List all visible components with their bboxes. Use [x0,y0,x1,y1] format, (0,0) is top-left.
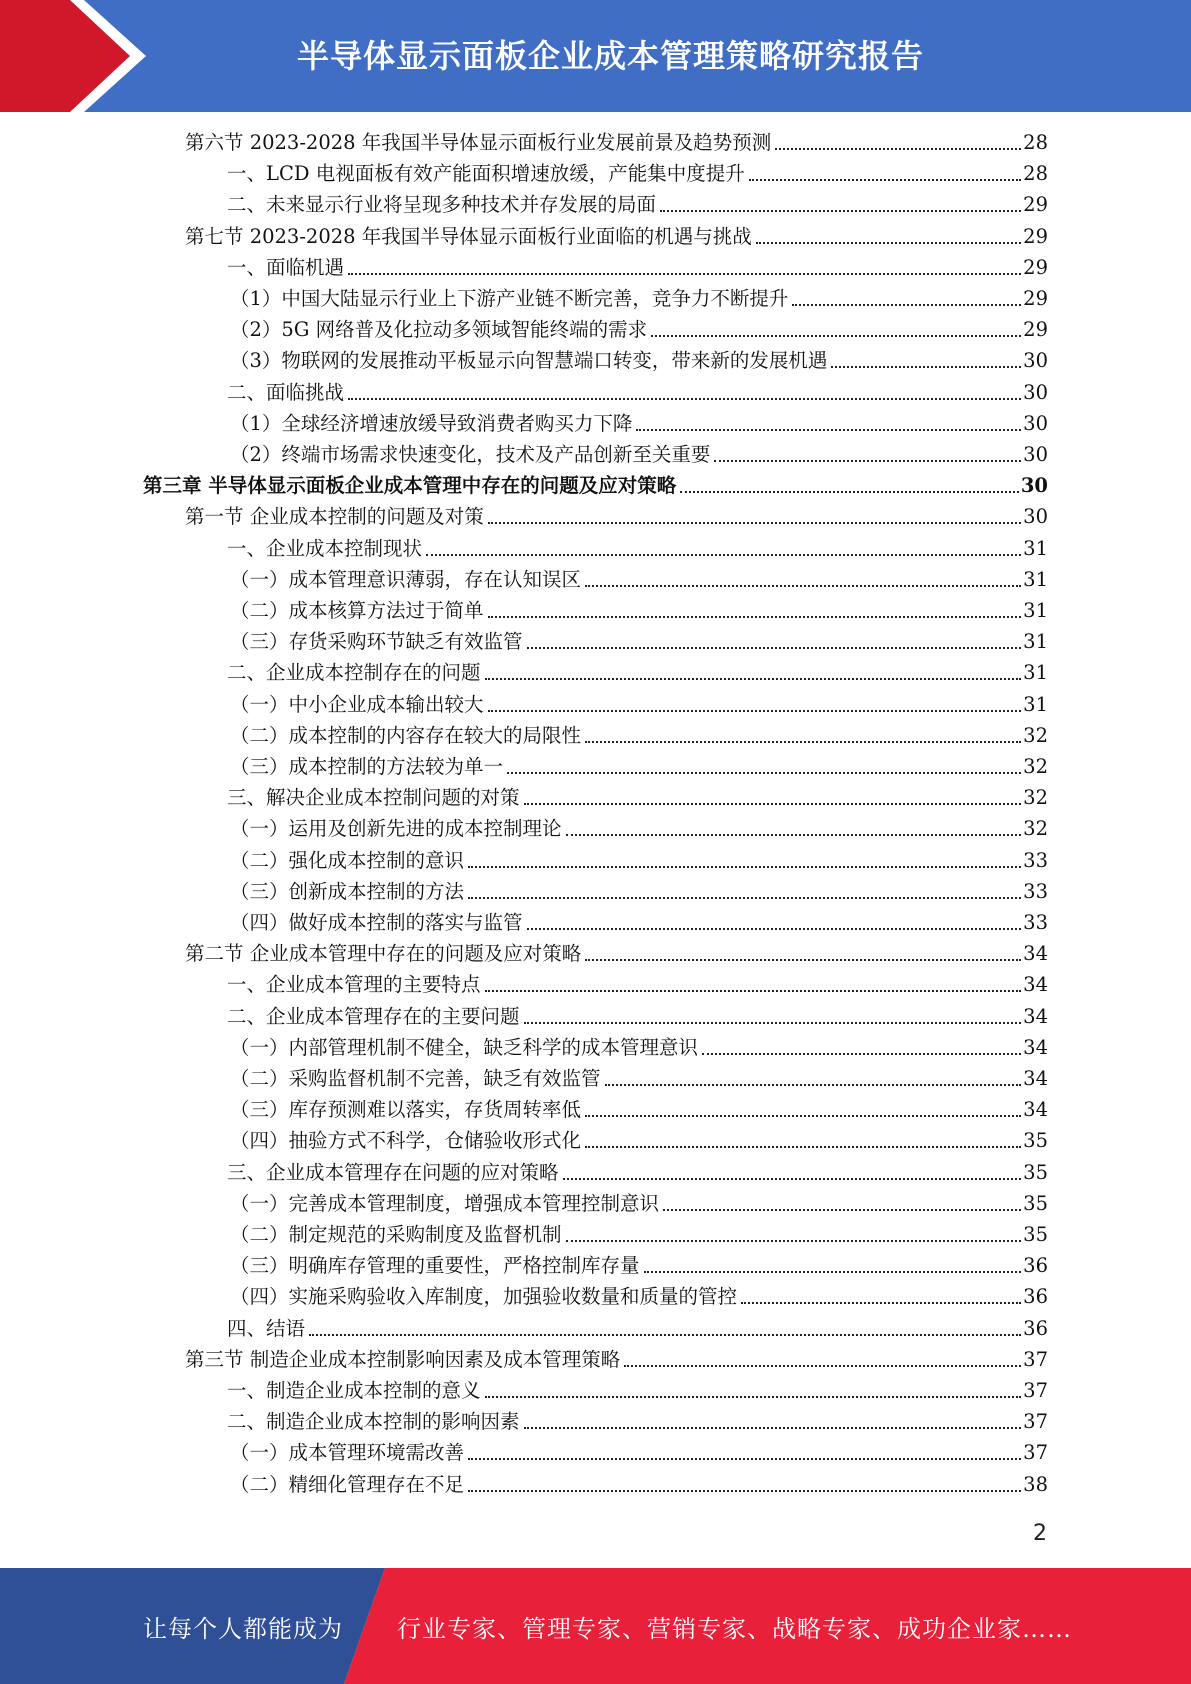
toc-entry[interactable] [0,282,1048,313]
toc-entry-page: 31 [1023,630,1048,654]
toc-entry-title: （一）运用及创新先进的成本控制理论 [230,817,562,841]
toc-entry-page: 34 [1023,1098,1048,1122]
toc-dot-leader [563,1176,1022,1180]
toc-entry-page: 33 [1023,879,1048,903]
toc-dot-leader [749,177,1021,181]
toc-dot-leader [485,676,1022,680]
toc-dot-leader [524,1020,1022,1024]
toc-entry[interactable] [0,688,1048,719]
toc-dot-leader [485,1394,1022,1398]
toc-entry[interactable] [0,656,1048,687]
toc-dot-leader [585,583,1021,587]
toc-entry-page: 29 [1023,287,1048,310]
toc-entry-title: （二）成本控制的内容存在较大的局限性 [230,723,582,747]
toc-entry-page: 35 [1023,1191,1048,1215]
toc-entry-title: （二）强化成本控制的意识 [230,848,465,872]
toc-dot-leader [524,801,1022,805]
toc-entry-page: 30 [1023,443,1048,466]
toc-entry[interactable] [0,500,1048,531]
toc-dot-leader [775,146,1021,150]
toc-dot-leader [702,1051,1021,1055]
toc-entry-title: 二、面临挑战 [227,380,345,404]
toc-entry-page: 34 [1023,1035,1048,1059]
toc-entry-page: 36 [1023,1285,1048,1309]
toc-entry-page: 29 [1023,318,1048,342]
toc-entry-page: 32 [1023,755,1048,778]
toc-dot-leader [468,864,1021,868]
toc-entry-title: 二、未来显示行业将呈现多种技术并存发展的局面 [227,193,657,217]
toc-dot-leader [741,1300,1021,1304]
report-title: 半导体显示面板企业成本管理策略研究报告 [296,37,924,75]
toc-entry[interactable] [0,1343,1048,1374]
toc-entry-title: （四）实施采购验收入库制度，加强验收数量和质量的管控 [230,1285,738,1309]
toc-dot-leader [585,957,1021,961]
toc-entry-title: （3）物联网的发展推动平板显示向智慧端口转变，带来新的发展机遇 [230,349,828,373]
toc-entry-title: （一）中小企业成本输出较大 [230,692,484,716]
toc-entry-title: 第三节 制造企业成本控制影响因素及成本管理策略 [185,1347,621,1371]
toc-entry[interactable] [0,532,1048,563]
toc-entry[interactable] [0,625,1048,656]
toc-entry-title: 一、面临机遇 [227,255,345,279]
toc-entry[interactable] [0,1000,1048,1031]
toc-entry-page: 37 [1023,1441,1048,1465]
toc-entry[interactable] [0,407,1048,438]
toc-entry[interactable] [0,1062,1048,1093]
toc-entry-title: （三）明确库存管理的重要性，严格控制库存量 [230,1254,640,1278]
toc-entry-title: （一）内部管理机制不健全，缺乏科学的成本管理意识 [230,1035,699,1059]
toc-dot-leader [488,614,1022,618]
toc-entry[interactable] [0,750,1048,781]
toc-entry[interactable] [0,1093,1048,1124]
toc-dot-leader [651,333,1021,337]
toc-entry-title: 二、企业成本控制存在的问题 [227,661,481,685]
toc-entry-title: 一、制造企业成本控制的意义 [227,1379,481,1402]
toc-entry-page: 31 [1023,567,1048,591]
toc-entry-page: 35 [1023,1160,1048,1184]
toc-entry[interactable] [0,906,1048,937]
toc-entry-page: 30 [1023,349,1048,373]
toc-entry-title: （二）成本核算方法过于简单 [230,599,484,622]
toc-entry-page: 30 [1023,505,1048,529]
toc-entry-title: （一）完善成本管理制度，增强成本管理控制意识 [230,1191,660,1215]
toc-dot-leader [507,770,1021,774]
toc-entry-title: 二、企业成本管理存在的主要问题 [227,1004,520,1028]
toc-entry-page: 28 [1023,131,1048,154]
toc-entry-title: 四、结语 [227,1316,306,1340]
toc-entry-page: 33 [1023,848,1048,872]
toc-entry[interactable] [0,188,1048,219]
toc-dot-leader [660,208,1021,212]
toc-dot-leader [680,489,1019,493]
toc-dot-leader [756,240,1021,244]
toc-entry-title: 三、企业成本管理存在问题的应对策略 [227,1160,559,1184]
toc-entry-page: 36 [1023,1254,1048,1278]
toc-dot-leader [585,1113,1021,1117]
toc-entry[interactable] [0,1436,1048,1467]
toc-entry-page: 38 [1023,1472,1048,1496]
toc-entry-page: 34 [1023,1067,1048,1090]
toc-entry-title: （一）成本管理环境需改善 [230,1441,465,1465]
toc-entry-title: （1）全球经济增速放缓导致消费者购买力下降 [230,411,633,435]
toc-dot-leader [624,1363,1021,1367]
toc-entry[interactable] [0,1218,1048,1249]
footer-slogan-left: 让每个人都能成为 [143,1614,343,1643]
toc-entry-title: （三）创新成本控制的方法 [230,879,465,903]
toc-dot-leader [426,552,1021,556]
toc-dot-leader [585,739,1021,743]
toc-entry[interactable] [0,1249,1048,1280]
toc-entry-title: 一、LCD 电视面板有效产能面积增速放缓，产能集中度提升 [227,162,745,186]
toc-entry-title: （二）制定规范的采购制度及监督机制 [230,1223,562,1246]
toc-entry-page: 37 [1023,1379,1048,1402]
toc-entry[interactable] [0,812,1048,843]
toc-entry-page: 31 [1023,599,1048,622]
toc-entry-page: 31 [1023,692,1048,716]
toc-dot-leader [488,520,1021,524]
toc-entry[interactable] [0,937,1048,968]
toc-entry[interactable] [0,126,1048,157]
toc-dot-leader [468,895,1021,899]
toc-entry[interactable] [0,1124,1048,1155]
toc-dot-leader [566,1238,1022,1242]
toc-dot-leader [527,926,1022,930]
toc-entry-page: 34 [1023,973,1048,997]
toc-entry[interactable] [0,1187,1048,1218]
toc-entry-page: 37 [1023,1410,1048,1434]
footer-slogan-right: 行业专家、管理专家、营销专家、战略专家、成功企业家…… [397,1614,1072,1643]
toc-dot-leader [566,832,1022,836]
toc-entry-page: 35 [1023,1129,1048,1153]
toc-entry-page: 29 [1023,255,1048,279]
toc-entry[interactable] [0,1280,1048,1311]
toc-entry-page: 31 [1023,536,1048,560]
toc-entry[interactable] [0,1405,1048,1436]
toc-entry[interactable] [0,563,1048,594]
page-header [0,0,1191,112]
toc-dot-leader [714,458,1021,462]
page-footer [0,1568,1191,1684]
toc-entry-title: （三）存货采购环节缺乏有效监管 [230,630,523,654]
toc-entry-title: 第七节 2023-2028 年我国半导体显示面板行业面临的机遇与挑战 [185,224,752,248]
toc-dot-leader [348,396,1021,400]
toc-entry[interactable] [0,469,1048,500]
toc-entry[interactable] [0,968,1048,999]
toc-entry[interactable] [0,1312,1048,1343]
toc-entry-title: （三）成本控制的方法较为单一 [230,755,504,778]
toc-dot-leader [348,271,1021,275]
toc-entry-page: 35 [1023,1223,1048,1246]
toc-entry-page: 36 [1023,1316,1048,1340]
toc-dot-leader [831,364,1021,368]
toc-entry[interactable] [0,875,1048,906]
toc-entry[interactable] [0,1374,1048,1405]
toc-entry-page: 37 [1023,1347,1048,1371]
toc-entry-title: （2）终端市场需求快速变化，技术及产品创新至关重要 [230,443,711,466]
toc-entry-page: 30 [1020,474,1048,498]
toc-entry-title: 第六节 2023-2028 年我国半导体显示面板行业发展前景及趋势预测 [185,131,772,154]
toc-entry-page: 28 [1023,162,1048,186]
toc-entry[interactable] [0,220,1048,251]
toc-entry-page: 30 [1023,411,1048,435]
toc-dot-leader [585,1144,1021,1148]
toc-entry-title: 第三章 半导体显示面板企业成本管理中存在的问题及应对策略 [143,474,677,498]
toc-dot-leader [468,1456,1021,1460]
toc-entry-page: 31 [1023,661,1048,685]
toc-entry-page: 32 [1023,723,1048,747]
toc-entry[interactable] [0,1156,1048,1187]
toc-entry[interactable] [0,157,1048,188]
toc-entry-title: 一、企业成本控制现状 [227,536,423,560]
toc-dot-leader [663,1207,1021,1211]
toc-entry[interactable] [0,438,1048,469]
toc-entry-page: 32 [1023,786,1048,810]
toc-dot-leader [605,1082,1022,1086]
toc-dot-leader [488,708,1022,712]
toc-entry-title: 二、制造企业成本控制的影响因素 [227,1410,520,1434]
toc-entry-title: （四）做好成本控制的落实与监管 [230,911,523,934]
toc-entry-title: （二）精细化管理存在不足 [230,1472,465,1496]
toc-entry-title: （四）抽验方式不科学，仓储验收形式化 [230,1129,582,1153]
toc-entry-page: 33 [1023,911,1048,934]
toc-entry[interactable] [0,781,1048,812]
toc-entry-page: 32 [1023,817,1048,841]
toc-entry[interactable] [0,594,1048,625]
toc-entry-title: （二）采购监督机制不完善，缺乏有效监管 [230,1067,601,1090]
toc-entry[interactable] [0,719,1048,750]
toc-entry-title: （一）成本管理意识薄弱，存在认知误区 [230,567,582,591]
toc-entry-page: 34 [1023,942,1048,966]
toc-dot-leader [468,1488,1021,1492]
toc-entry-page: 29 [1023,224,1048,248]
toc-entry-title: 第一节 企业成本控制的问题及对策 [185,505,484,529]
toc-dot-leader [636,427,1021,431]
toc-entry[interactable] [0,313,1048,344]
toc-entry-title: （2）5G 网络普及化拉动多领域智能终端的需求 [230,318,648,342]
header-red-arrow-decoration [0,0,150,112]
toc-entry[interactable] [0,1468,1048,1499]
toc-entry-title: （1）中国大陆显示行业上下游产业链不断完善，竞争力不断提升 [230,287,789,310]
toc-dot-leader [527,645,1022,649]
toc-entry-title: （三）库存预测难以落实，存货周转率低 [230,1098,582,1122]
toc-entry-page: 34 [1023,1004,1048,1028]
toc-dot-leader [309,1332,1021,1336]
toc-entry[interactable] [0,844,1048,875]
toc-dot-leader [524,1425,1022,1429]
toc-entry[interactable] [0,1031,1048,1062]
toc-entry-title: 三、解决企业成本控制问题的对策 [227,786,520,810]
toc-dot-leader [644,1269,1022,1273]
toc-entry-title: 一、企业成本管理的主要特点 [227,973,481,997]
toc-entry-title: 第二节 企业成本管理中存在的问题及应对策略 [185,942,582,966]
toc-dot-leader [485,988,1022,992]
toc-entry[interactable] [0,344,1048,375]
toc-dot-leader [792,302,1021,306]
toc-entry-page: 30 [1023,380,1048,404]
toc-entry[interactable] [0,376,1048,407]
toc-entry-page: 29 [1023,193,1048,217]
toc-entry[interactable] [0,251,1048,282]
page-number: 2 [1033,1521,1047,1546]
